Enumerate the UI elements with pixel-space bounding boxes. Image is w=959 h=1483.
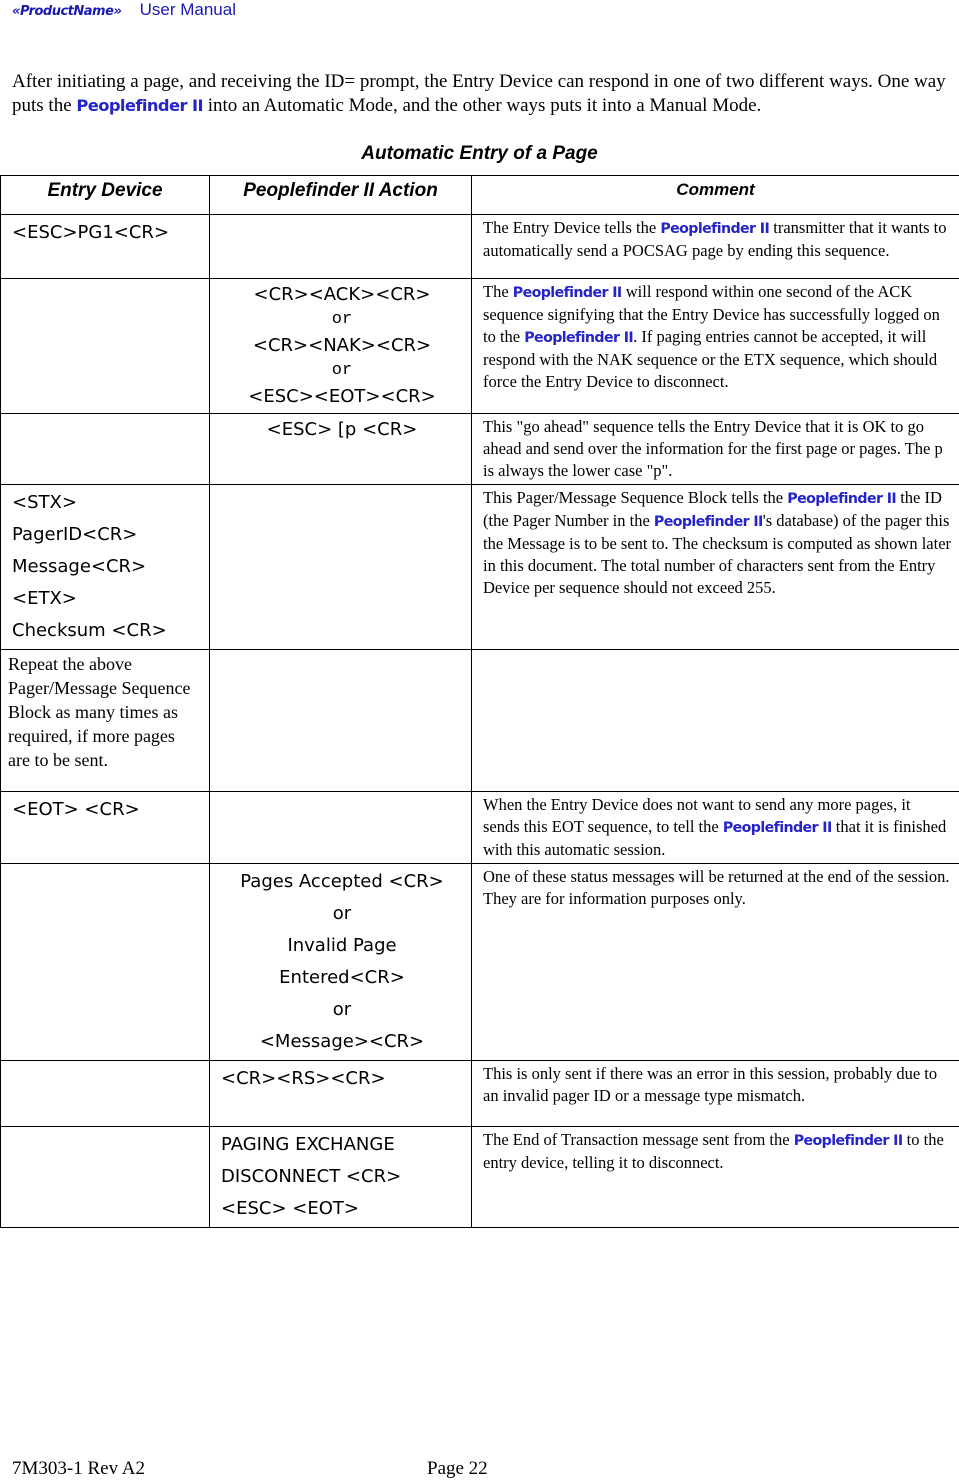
action-line: <CR><ACK><CR> — [253, 284, 431, 305]
comment-text: will respond within one second of the ACK sequence signifying that the Entry Device has successfully logged on to the — [483, 282, 940, 346]
comment-text: the ID (the Pager Number in the — [483, 488, 942, 530]
brand-name: Peoplefinder II — [722, 820, 832, 836]
intro-text-1: After initiating a page, and receiving the ID= prompt, the Entry Device can respond in one of two different ways. One way puts the — [12, 71, 946, 116]
comment-cell — [472, 279, 959, 414]
comment-text: The End of Transaction message sent from the — [483, 1130, 794, 1149]
action-line: <CR><RS><CR> — [221, 1068, 386, 1089]
brand-name: Peoplefinder II — [660, 221, 770, 237]
action-line: Pages Accepted <CR> — [240, 871, 444, 892]
intro-paragraph — [12, 70, 947, 118]
action-line: <ESC> [p <CR> — [266, 419, 418, 440]
header-comment: Comment — [472, 176, 959, 215]
comment-text: The — [483, 282, 513, 301]
footer-doc-id: 7M303-1 Rev A2 — [12, 1458, 145, 1479]
entry-cell — [1, 792, 210, 864]
action-line: PAGING EXCHANGE — [221, 1134, 395, 1155]
action-cell — [210, 279, 472, 414]
comment-text: This Pager/Message Sequence Block tells the — [483, 488, 788, 507]
brand-name: Peoplefinder II — [793, 1133, 903, 1149]
action-line: <ESC><EOT><CR> — [248, 386, 436, 407]
comment-cell — [472, 864, 959, 1061]
table-header-row — [1, 176, 959, 215]
entry-cell — [1, 1127, 210, 1228]
entry-line: PagerID<CR> — [12, 524, 138, 545]
brand-name: Peoplefinder II — [76, 96, 203, 115]
entry-cell — [1, 1061, 210, 1127]
action-or: or — [332, 999, 352, 1020]
action-line: DISCONNECT <CR> — [221, 1166, 402, 1187]
entry-line: <STX> — [12, 492, 77, 513]
action-line: Entered<CR> — [279, 967, 405, 988]
entry-cell — [1, 414, 210, 485]
action-or: or — [331, 361, 353, 380]
comment-cell — [472, 215, 959, 279]
comment-text: The Entry Device tells the — [483, 218, 661, 237]
action-cell — [210, 485, 472, 650]
action-cell — [210, 1127, 472, 1228]
table-row — [1, 215, 959, 279]
brand-name: Peoplefinder II — [524, 330, 634, 346]
table-row — [1, 1061, 959, 1127]
header-entry-device: Entry Device — [1, 176, 210, 215]
comment-text: 's database) of the pager this the Message is to be sent to. The checksum is computed as shown later in this document. The total number of characters sent from the Entry Device per sequence should not exceed 255. — [483, 511, 952, 597]
action-cell — [210, 792, 472, 864]
action-cell — [210, 215, 472, 279]
table-row — [1, 792, 959, 864]
entry-cell: Repeat the above Pager/Message Sequence Block as many times as required, if more pages are to be sent. — [1, 650, 210, 792]
manual-label: User Manual — [139, 0, 236, 19]
entry-line: Checksum <CR> — [12, 620, 167, 641]
entry-line: Message<CR> — [12, 556, 147, 577]
header-action: Peoplefinder II Action — [210, 176, 472, 215]
action-cell — [210, 864, 472, 1061]
table-row — [1, 650, 959, 792]
table-row — [1, 864, 959, 1061]
table-row — [1, 414, 959, 485]
comment-text: This is only sent if there was an error in this session, probably due to an invalid pager ID or a message type mismatch. — [483, 1064, 938, 1105]
comment-cell — [472, 792, 959, 864]
comment-cell — [472, 414, 959, 485]
product-name: «ProductName» — [12, 4, 122, 19]
action-or: or — [332, 903, 352, 924]
comment-cell — [472, 1061, 959, 1127]
action-cell — [210, 1061, 472, 1127]
table-row — [1, 485, 959, 650]
action-line: <CR><NAK><CR> — [252, 335, 432, 356]
comment-text: that it is finished with this automatic session. — [483, 817, 947, 859]
brand-name: Peoplefinder II — [512, 285, 622, 301]
brand-name: Peoplefinder II — [653, 514, 763, 530]
comment-text: One of these status messages will be returned at the end of the session. They are for information purposes only. — [483, 867, 950, 908]
entry-cell — [1, 279, 210, 414]
entry-line: <ETX> — [12, 588, 77, 609]
automatic-entry-table — [0, 175, 959, 1228]
comment-text: transmitter that it wants to automatically send a POCSAG page by ending this sequence. — [483, 218, 947, 260]
table-row — [1, 279, 959, 414]
table-caption: Automatic Entry of a Page — [361, 143, 598, 164]
comment-text: to the entry device, telling it to disconnect. — [483, 1130, 944, 1172]
table-row — [1, 1127, 959, 1228]
entry-line: <ESC>PG1<CR> — [12, 222, 170, 243]
comment-cell — [472, 485, 959, 650]
page-header — [12, 0, 236, 22]
comment-text: . If paging entries cannot be accepted, it will respond with the NAK sequence or the ETX sequence, which should force the Entry Device to disconnect. — [483, 327, 938, 391]
action-line: Invalid Page — [287, 935, 397, 956]
comment-cell — [472, 1127, 959, 1228]
entry-cell — [1, 864, 210, 1061]
intro-text-2: into an Automatic Mode, and the other ways puts it into a Manual Mode. — [202, 95, 762, 116]
action-line: <ESC> <EOT> — [221, 1198, 359, 1219]
comment-text: When the Entry Device does not want to send any more pages, it sends this EOT sequence, to tell the — [483, 795, 911, 836]
brand-name: Peoplefinder II — [787, 491, 897, 507]
entry-cell — [1, 485, 210, 650]
footer-page-number: Page 22 — [427, 1458, 488, 1479]
action-or: or — [331, 310, 353, 329]
entry-line: <EOT> <CR> — [12, 799, 140, 820]
action-line: <Message><CR> — [259, 1031, 425, 1052]
action-cell — [210, 650, 472, 792]
action-cell — [210, 414, 472, 485]
comment-cell — [472, 650, 959, 792]
comment-text: This "go ahead" sequence tells the Entry Device that it is OK to go ahead and send over the information for the first page or pages. The p is always the lower case "p". — [483, 417, 943, 480]
entry-cell — [1, 215, 210, 279]
